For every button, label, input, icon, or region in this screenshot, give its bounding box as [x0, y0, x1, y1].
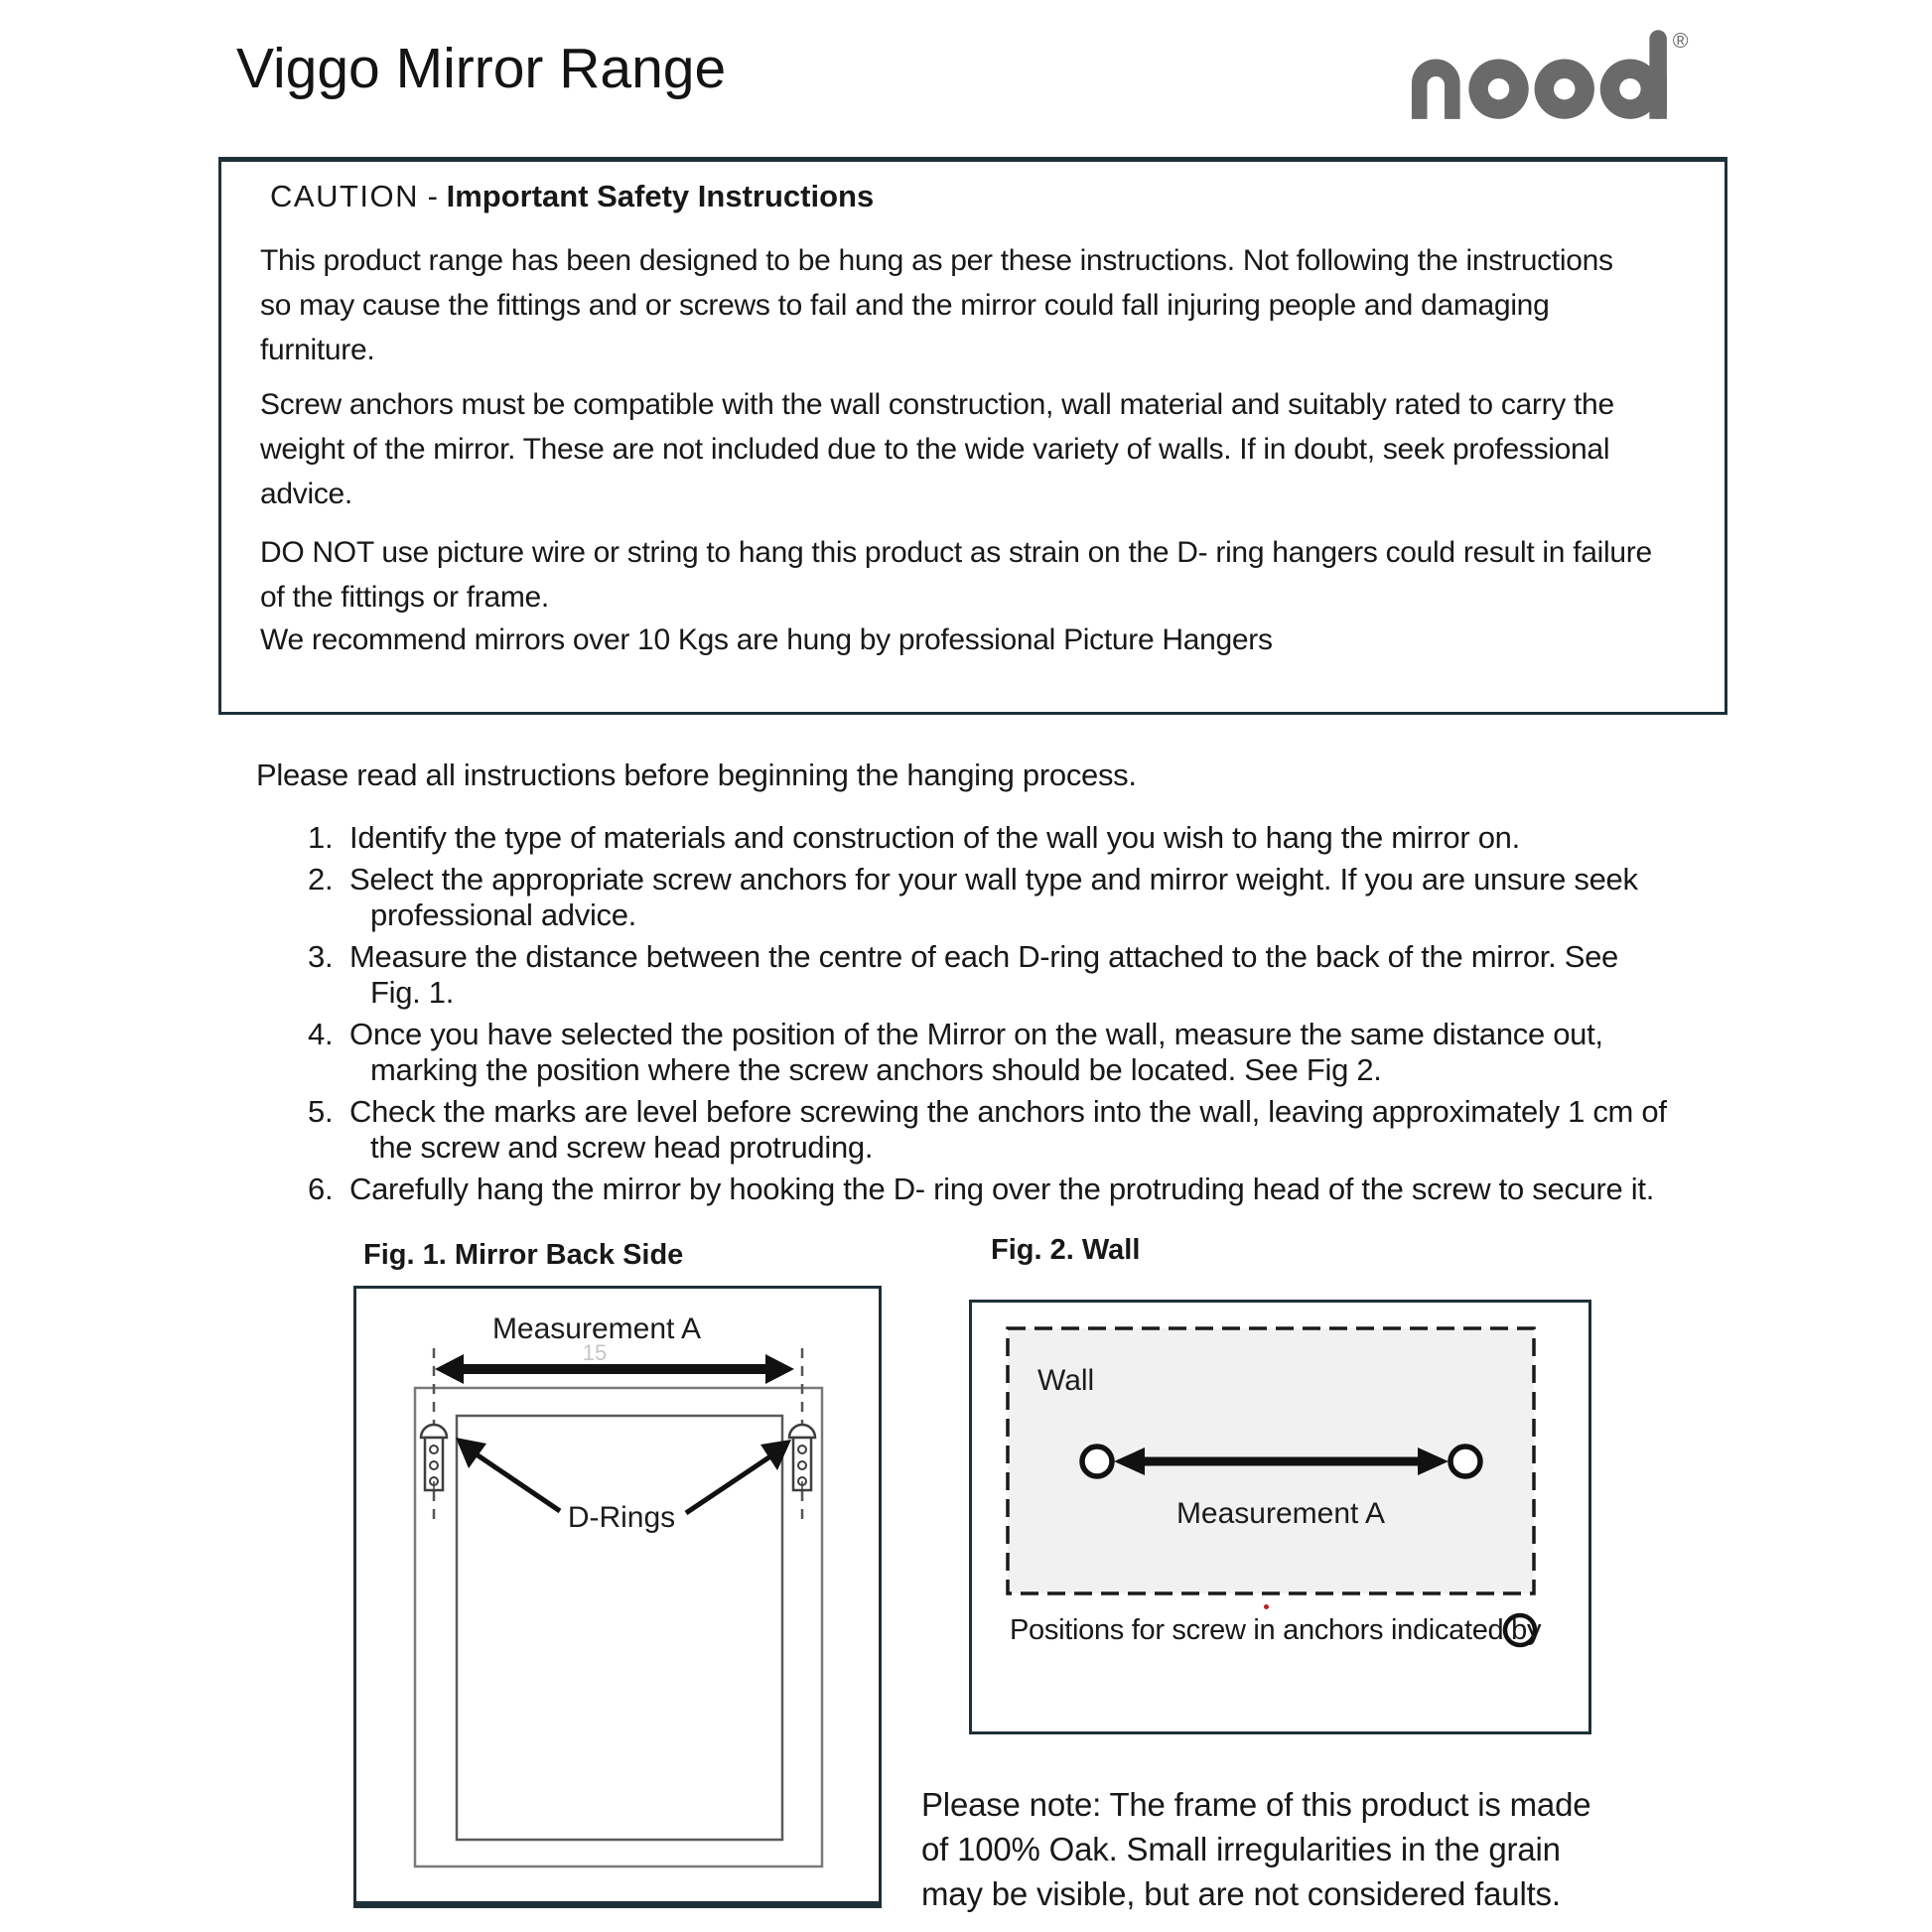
caution-paragraph-line: so may cause the fittings and or screws to fail and the mirror could fall injuring people and damaging — [260, 289, 1550, 322]
red-dot-artifact — [1264, 1604, 1269, 1609]
nood-logo-icon — [1410, 22, 1700, 131]
step-text-line: Identify the type of materials and construction of the wall you wish to hang the mirror on. — [349, 820, 1520, 855]
caution-paragraph — [260, 530, 1652, 620]
step-item — [308, 1172, 1667, 1207]
note-line: of 100% Oak. Small irregularities in the grain — [921, 1831, 1561, 1867]
step-text-line: professional advice. — [370, 897, 636, 932]
step-item — [308, 1094, 1667, 1166]
step-text-line: Measure the distance between the centre of each D-ring attached to the back of the mirror. See — [349, 939, 1618, 974]
caution-paragraph-line: This product range has been designed to be hung as per these instructions. Not following the instructions — [260, 244, 1613, 277]
step-item — [308, 1017, 1667, 1088]
caution-paragraph-line: furniture. — [260, 334, 375, 366]
fig1-drings-label: D-Rings — [567, 1501, 676, 1534]
step-text-line: Carefully hang the mirror by hooking the D- ring over the protruding head of the screw to secure it. — [349, 1172, 1655, 1206]
nood-logo — [1410, 22, 1700, 131]
caution-paragraph-line: Screw anchors must be compatible with the wall construction, wall material and suitably rated to carry the — [260, 388, 1614, 421]
caution-label: CAUTION — [270, 179, 419, 213]
caution-paragraph-line: advice. — [260, 478, 352, 510]
step-text-line: the screw and screw head protruding. — [370, 1130, 874, 1165]
note-line: may be visible, but are not considered faults. — [921, 1875, 1561, 1912]
caution-paragraph — [260, 382, 1614, 516]
fig1-box — [353, 1286, 882, 1908]
fig1-measurement-label: Measurement A — [491, 1312, 702, 1345]
left-anchor-circle — [1082, 1447, 1112, 1476]
step-number: 6. — [308, 1172, 334, 1206]
step-item — [308, 820, 1667, 856]
measurement-double-arrow — [435, 1354, 794, 1384]
fig2-box — [969, 1300, 1591, 1734]
right-dring-hanger — [789, 1425, 815, 1490]
caution-paragraph — [260, 618, 1273, 662]
step-item — [308, 939, 1667, 1011]
step-item — [308, 862, 1667, 933]
caution-heading — [270, 179, 874, 214]
step-text-line: Check the marks are level before screwing the anchors into the wall, leaving approximately 1 cm of — [349, 1094, 1667, 1129]
page-title: Viggo Mirror Range — [236, 37, 727, 100]
step-number: 3. — [308, 939, 334, 974]
erased-dimension-artifact: 15 — [582, 1340, 608, 1365]
caution-paragraph-line: We recommend mirrors over 10 Kgs are hung by professional Picture Hangers — [260, 623, 1273, 656]
right-anchor-circle — [1450, 1447, 1480, 1476]
caution-paragraph-line: of the fittings or frame. — [260, 581, 549, 614]
step-text-line: marking the position where the screw anchors should be located. See Fig 2. — [370, 1052, 1382, 1087]
fig1-diagram — [356, 1289, 879, 1901]
caution-separator: - — [427, 179, 438, 213]
fig2-wall-label: Wall — [1037, 1364, 1095, 1397]
oak-frame-note — [921, 1782, 1590, 1916]
mirror-outer-frame — [415, 1388, 822, 1866]
caution-subheading: Important Safety Instructions — [446, 179, 875, 213]
step-number: 1. — [308, 820, 334, 855]
caution-paragraph — [260, 238, 1613, 372]
registered-trademark-icon: ® — [1672, 28, 1689, 53]
fig2-legend-text: Positions for screw in anchors indicated by — [1010, 1614, 1542, 1646]
fig2-title: Fig. 2. Wall — [991, 1234, 1141, 1266]
fig2-measurement-label: Measurement A — [1175, 1497, 1386, 1530]
step-number: 4. — [308, 1017, 334, 1051]
step-text-line: Fig. 1. — [370, 975, 455, 1010]
step-text-line: Once you have selected the position of the Mirror on the wall, measure the same distance out, — [349, 1017, 1603, 1051]
note-line: Please note: The frame of this product is made — [921, 1786, 1591, 1823]
steps-list — [308, 820, 1667, 1213]
step-number: 5. — [308, 1094, 334, 1129]
left-dring-hanger — [421, 1425, 447, 1490]
step-number: 2. — [308, 862, 334, 897]
caution-paragraph-line: weight of the mirror. These are not included due to the wide variety of walls. If in doubt, seek professional — [260, 433, 1610, 466]
fig1-title: Fig. 1. Mirror Back Side — [363, 1239, 684, 1271]
step-text-line: Select the appropriate screw anchors for your wall type and mirror weight. If you are unsure seek — [349, 862, 1638, 897]
caution-paragraph-line: DO NOT use picture wire or string to hang this product as strain on the D- ring hangers could result in failure — [260, 536, 1652, 569]
intro-line: Please read all instructions before beginning the hanging process. — [256, 758, 1137, 792]
